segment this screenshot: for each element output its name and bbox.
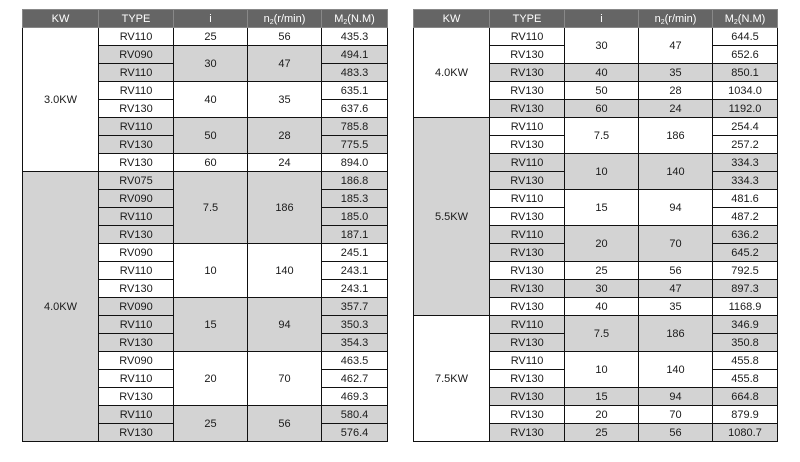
torque-cell: 1034.0 xyxy=(713,82,778,100)
type-cell: RV090 xyxy=(99,190,174,208)
header-row xyxy=(23,10,388,28)
table-row xyxy=(23,28,388,46)
type-cell: RV090 xyxy=(99,298,174,316)
ratio-cell: 10 xyxy=(565,154,639,190)
torque-cell: 644.5 xyxy=(713,28,778,46)
ratio-cell: 10 xyxy=(174,244,248,298)
type-cell: RV090 xyxy=(99,46,174,64)
torque-cell: 455.8 xyxy=(713,370,778,388)
left-table-body xyxy=(23,28,388,442)
type-cell: RV090 xyxy=(99,244,174,262)
ratio-cell: 60 xyxy=(565,100,639,118)
type-cell: RV110 xyxy=(99,262,174,280)
ratio-cell: 15 xyxy=(565,388,639,406)
torque-cell: 1168.9 xyxy=(713,298,778,316)
header-ratio: i xyxy=(565,10,639,28)
header-speed: $n_2(r/\min)$ xyxy=(639,10,713,28)
type-cell: RV130 xyxy=(490,388,565,406)
torque-cell: 785.8 xyxy=(322,118,388,136)
speed-cell: 24 xyxy=(639,100,713,118)
type-cell: RV110 xyxy=(490,352,565,370)
type-cell: RV130 xyxy=(490,100,565,118)
torque-cell: 463.5 xyxy=(322,352,388,370)
speed-cell: 56 xyxy=(248,406,322,442)
type-cell: RV110 xyxy=(490,154,565,172)
ratio-cell: 30 xyxy=(565,28,639,64)
type-cell: RV130 xyxy=(99,136,174,154)
speed-cell: 140 xyxy=(639,154,713,190)
speed-cell: 35 xyxy=(639,298,713,316)
speed-cell: 24 xyxy=(248,154,322,172)
type-cell: RV130 xyxy=(490,208,565,226)
torque-cell: 350.8 xyxy=(713,334,778,352)
torque-cell: 792.5 xyxy=(713,262,778,280)
torque-cell: 357.7 xyxy=(322,298,388,316)
ratio-cell: 25 xyxy=(174,28,248,46)
right-table-body xyxy=(414,28,778,442)
table-row xyxy=(414,118,778,136)
right-spec-table xyxy=(413,9,778,442)
torque-cell: 185.3 xyxy=(322,190,388,208)
speed-cell: 56 xyxy=(248,28,322,46)
speed-cell: 70 xyxy=(639,226,713,262)
header-kw: KW xyxy=(414,10,490,28)
torque-cell: 462.7 xyxy=(322,370,388,388)
header-row xyxy=(414,10,778,28)
ratio-cell: 30 xyxy=(565,280,639,298)
torque-cell: 334.3 xyxy=(713,154,778,172)
torque-cell: 494.1 xyxy=(322,46,388,64)
speed-cell: 140 xyxy=(248,244,322,298)
torque-cell: 664.8 xyxy=(713,388,778,406)
torque-cell: 645.2 xyxy=(713,244,778,262)
type-cell: RV130 xyxy=(490,82,565,100)
ratio-cell: 50 xyxy=(174,118,248,154)
ratio-cell: 40 xyxy=(174,82,248,118)
torque-cell: 455.8 xyxy=(713,352,778,370)
type-cell: RV110 xyxy=(99,82,174,100)
torque-cell: 775.5 xyxy=(322,136,388,154)
type-cell: RV090 xyxy=(99,352,174,370)
torque-cell: 850.1 xyxy=(713,64,778,82)
type-cell: RV130 xyxy=(490,64,565,82)
torque-cell: 879.9 xyxy=(713,406,778,424)
table-row xyxy=(414,28,778,46)
torque-cell: 243.1 xyxy=(322,280,388,298)
type-cell: RV130 xyxy=(99,226,174,244)
ratio-cell: 30 xyxy=(174,46,248,82)
torque-cell: 350.3 xyxy=(322,316,388,334)
type-cell: RV110 xyxy=(99,208,174,226)
speed-cell: 186 xyxy=(639,316,713,352)
type-cell: RV130 xyxy=(99,424,174,442)
speed-cell: 28 xyxy=(639,82,713,100)
torque-cell: 435.3 xyxy=(322,28,388,46)
ratio-cell: 20 xyxy=(565,226,639,262)
header-torque: $M_2(N.M)$ xyxy=(322,10,388,28)
speed-cell: 94 xyxy=(248,298,322,352)
speed-cell: 47 xyxy=(639,28,713,64)
ratio-cell: 15 xyxy=(174,298,248,352)
ratio-cell: 10 xyxy=(565,352,639,388)
torque-cell: 469.3 xyxy=(322,388,388,406)
kw-cell: 5.5KW xyxy=(414,118,490,316)
speed-cell: 70 xyxy=(248,352,322,406)
ratio-cell: 40 xyxy=(565,298,639,316)
ratio-cell: 20 xyxy=(174,352,248,406)
kw-cell: 3.0KW xyxy=(23,28,99,172)
header-kw: KW xyxy=(23,10,99,28)
kw-cell: 4.0KW xyxy=(23,172,99,442)
type-cell: RV130 xyxy=(99,334,174,352)
ratio-cell: 25 xyxy=(565,424,639,442)
type-cell: RV130 xyxy=(99,388,174,406)
torque-cell: 652.6 xyxy=(713,46,778,64)
type-cell: RV130 xyxy=(99,280,174,298)
type-cell: RV130 xyxy=(99,100,174,118)
speed-cell: 35 xyxy=(639,64,713,82)
type-cell: RV130 xyxy=(490,298,565,316)
torque-cell: 635.1 xyxy=(322,82,388,100)
type-cell: RV110 xyxy=(490,118,565,136)
ratio-cell: 7.5 xyxy=(174,172,248,244)
ratio-cell: 25 xyxy=(565,262,639,280)
torque-cell: 346.9 xyxy=(713,316,778,334)
torque-cell: 487.2 xyxy=(713,208,778,226)
torque-cell: 894.0 xyxy=(322,154,388,172)
speed-cell: 56 xyxy=(639,262,713,280)
ratio-cell: 7.5 xyxy=(565,118,639,154)
type-cell: RV110 xyxy=(99,370,174,388)
speed-cell: 47 xyxy=(248,46,322,82)
type-cell: RV130 xyxy=(490,334,565,352)
torque-cell: 187.1 xyxy=(322,226,388,244)
torque-cell: 254.4 xyxy=(713,118,778,136)
torque-cell: 243.1 xyxy=(322,262,388,280)
torque-cell: 245.1 xyxy=(322,244,388,262)
torque-cell: 354.3 xyxy=(322,334,388,352)
ratio-cell: 60 xyxy=(174,154,248,172)
type-cell: RV130 xyxy=(99,154,174,172)
ratio-cell: 15 xyxy=(565,190,639,226)
speed-cell: 94 xyxy=(639,388,713,406)
type-cell: RV130 xyxy=(490,244,565,262)
torque-cell: 481.6 xyxy=(713,190,778,208)
type-cell: RV110 xyxy=(490,226,565,244)
type-cell: RV130 xyxy=(490,370,565,388)
torque-cell: 897.3 xyxy=(713,280,778,298)
type-cell: RV110 xyxy=(99,316,174,334)
kw-cell: 4.0KW xyxy=(414,28,490,118)
header-torque: $M_2(N.M)$ xyxy=(713,10,778,28)
speed-cell: 47 xyxy=(639,280,713,298)
torque-cell: 1192.0 xyxy=(713,100,778,118)
header-ratio: i xyxy=(174,10,248,28)
type-cell: RV130 xyxy=(490,424,565,442)
left-spec-table xyxy=(22,9,388,442)
ratio-cell: 40 xyxy=(565,64,639,82)
speed-cell: 35 xyxy=(248,82,322,118)
type-cell: RV130 xyxy=(490,406,565,424)
type-cell: RV110 xyxy=(99,406,174,424)
torque-cell: 185.0 xyxy=(322,208,388,226)
ratio-cell: 20 xyxy=(565,406,639,424)
speed-cell: 94 xyxy=(639,190,713,226)
speed-cell: 140 xyxy=(639,352,713,388)
table-row xyxy=(414,316,778,334)
torque-cell: 257.2 xyxy=(713,136,778,154)
header-speed: $n_2(r/\min)$ xyxy=(248,10,322,28)
torque-cell: 637.6 xyxy=(322,100,388,118)
torque-cell: 580.4 xyxy=(322,406,388,424)
type-cell: RV075 xyxy=(99,172,174,190)
table-row xyxy=(23,172,388,190)
type-cell: RV110 xyxy=(99,64,174,82)
speed-cell: 186 xyxy=(248,172,322,244)
torque-cell: 1080.7 xyxy=(713,424,778,442)
kw-cell: 7.5KW xyxy=(414,316,490,442)
type-cell: RV110 xyxy=(490,316,565,334)
header-type: TYPE xyxy=(490,10,565,28)
speed-cell: 28 xyxy=(248,118,322,154)
speed-cell: 70 xyxy=(639,406,713,424)
ratio-cell: 50 xyxy=(565,82,639,100)
torque-cell: 334.3 xyxy=(713,172,778,190)
type-cell: RV110 xyxy=(99,118,174,136)
ratio-cell: 25 xyxy=(174,406,248,442)
type-cell: RV110 xyxy=(99,28,174,46)
speed-cell: 186 xyxy=(639,118,713,154)
speed-cell: 56 xyxy=(639,424,713,442)
torque-cell: 186.8 xyxy=(322,172,388,190)
ratio-cell: 7.5 xyxy=(565,316,639,352)
type-cell: RV130 xyxy=(490,280,565,298)
torque-cell: 483.3 xyxy=(322,64,388,82)
type-cell: RV130 xyxy=(490,46,565,64)
torque-cell: 636.2 xyxy=(713,226,778,244)
type-cell: RV130 xyxy=(490,262,565,280)
torque-cell: 576.4 xyxy=(322,424,388,442)
type-cell: RV130 xyxy=(490,172,565,190)
header-type: TYPE xyxy=(99,10,174,28)
type-cell: RV110 xyxy=(490,190,565,208)
type-cell: RV110 xyxy=(490,28,565,46)
type-cell: RV130 xyxy=(490,136,565,154)
